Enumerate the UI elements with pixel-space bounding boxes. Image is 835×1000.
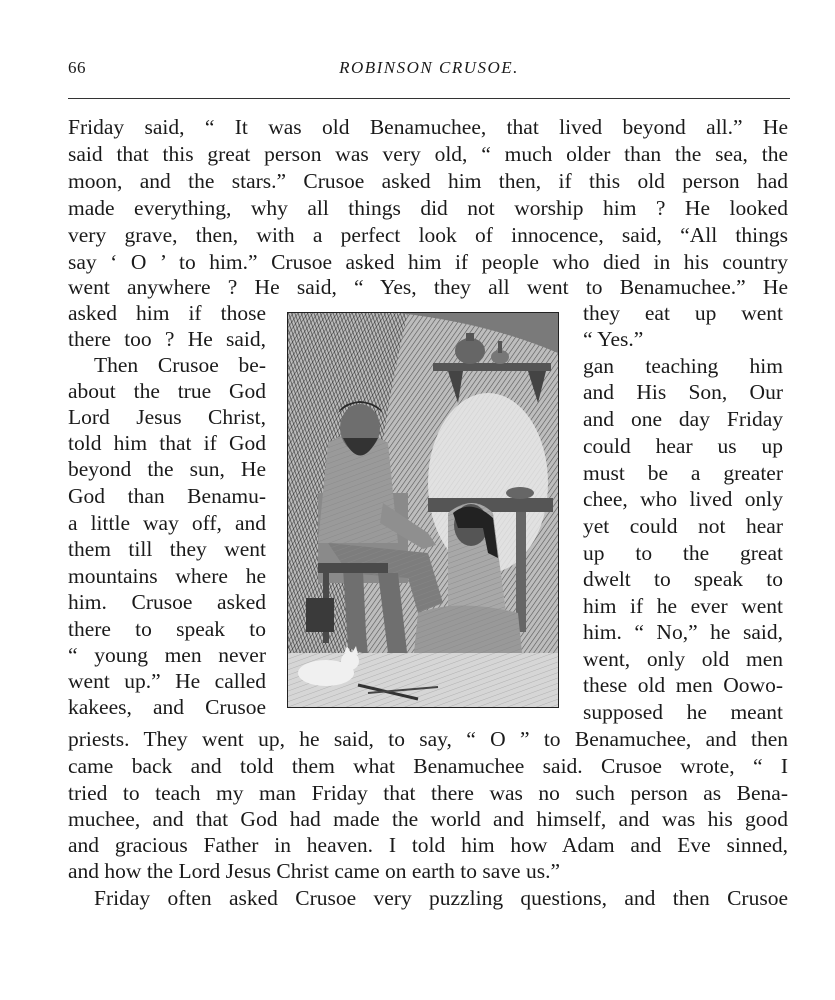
left-column-line: God than Benamu- [68, 484, 266, 508]
text-line: and how the Lord Jesus Christ came on earth to save us.” [68, 859, 560, 883]
text-line: went anywhere ? He said, “ Yes, they all went to Benamuchee.” He [68, 275, 788, 299]
right-column-line: they eat up went [583, 301, 783, 325]
text-line: say ‘ O ’ to him.” Crusoe asked him if people who died in his country [68, 250, 788, 274]
right-column-line: yet could not hear [583, 514, 783, 538]
left-column-line: mountains where he [68, 564, 266, 588]
text-line: muchee, and that God had made the world and himself, and was his good [68, 807, 788, 831]
text-line: tried to teach my man Friday that there was no such person as Bena- [68, 781, 788, 805]
page-number: 66 [68, 58, 86, 77]
right-column-line: chee, who lived only [583, 487, 783, 511]
right-column-line: up to the great [583, 541, 783, 565]
running-title: ROBINSON CRUSOE. [339, 58, 519, 77]
left-column-line: kakees, and Crusoe [68, 695, 266, 719]
text-line: and gracious Father in heaven. I told him how Adam and Eve sinned, [68, 833, 788, 857]
right-column-line: “ Yes.” [583, 327, 644, 351]
text-line: said that this great person was very old, “ much older than the sea, the [68, 142, 788, 166]
right-column-line: supposed he meant [583, 700, 783, 724]
right-column-line: gan teaching him [583, 354, 783, 378]
left-column-line: Then Crusoe be- [94, 353, 266, 377]
left-column-line: “ young men never [68, 643, 266, 667]
right-column-line: these old men Oowo- [583, 673, 783, 697]
left-column-line: asked him if those [68, 301, 266, 325]
right-column-line: could hear us up [583, 434, 783, 458]
right-column-line: him if he ever went [583, 594, 783, 618]
left-column-line: there too ? He said, [68, 327, 266, 351]
right-column-line: and one day Friday [583, 407, 783, 431]
left-column-line: him. Crusoe asked [68, 590, 266, 614]
left-column-line: went up.” He called [68, 669, 266, 693]
left-column-line: Lord Jesus Christ, [68, 405, 266, 429]
text-line: came back and told them what Benamuchee said. Crusoe wrote, “ I [68, 754, 788, 778]
right-column-line: dwelt to speak to [583, 567, 783, 591]
left-column-line: them till they went [68, 537, 266, 561]
text-line: made everything, why all things did not worship him ? He looked [68, 196, 788, 220]
text-line: priests. They went up, he said, to say, “ O ” to Benamuchee, and then [68, 727, 788, 751]
left-column-line: a little way off, and [68, 511, 266, 535]
left-column-line: told him that if God [68, 431, 266, 455]
text-line: very grave, then, with a perfect look of innocence, said, “All things [68, 223, 788, 247]
right-column-line: must be a greater [583, 461, 783, 485]
text-line: Friday said, “ It was old Benamuchee, that lived beyond all.” He [68, 115, 788, 139]
right-column-line: and His Son, Our [583, 380, 783, 404]
right-column-line: went, only old men [583, 647, 783, 671]
right-column-line: him. “ No,” he said, [583, 620, 783, 644]
left-column-line: there to speak to [68, 617, 266, 641]
left-column-line: beyond the sun, He [68, 457, 266, 481]
left-column-line: about the true God [68, 379, 266, 403]
engraving-illustration [287, 312, 559, 708]
text-line: Friday often asked Crusoe very puzzling questions, and then Crusoe [94, 886, 788, 910]
page-header [68, 58, 790, 82]
header-rule [68, 98, 790, 99]
engraving-art [288, 313, 558, 707]
text-line: moon, and the stars.” Crusoe asked him then, if this old person had [68, 169, 788, 193]
